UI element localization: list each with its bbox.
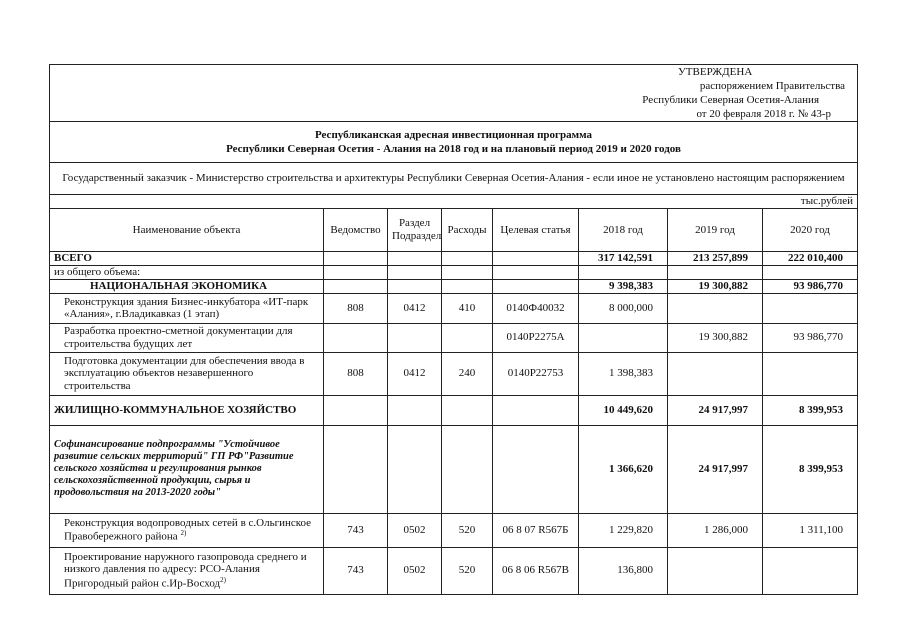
header-2018: 2018 год [579, 209, 668, 252]
object-2018: 1 229,820 [579, 513, 668, 547]
housing-row [50, 395, 858, 425]
total-row [50, 252, 858, 266]
object-expense: 410 [442, 293, 493, 323]
object-name-cell [50, 513, 324, 547]
economy-2019: 19 300,882 [668, 279, 763, 293]
object-section: 0412 [388, 293, 442, 323]
subprogram-name: Софинансирование подпрограммы "Устойчивое развитие сельских территорий" ГП РФ"Развитие сельского хозяйства и регулирования рынков сельскохозяйственной продукции, сырья и продовольствия на 2013-2020 годы" [50, 425, 324, 513]
object-expense [442, 323, 493, 352]
table-row [50, 547, 858, 594]
object-2020 [763, 547, 858, 594]
customer-text: Государственный заказчик - Министерство строительства и архитектуры Республики Северная Осетия-Алания - если иное не установлено настоящим распоряжением [50, 163, 858, 195]
housing-2018: 10 449,620 [579, 395, 668, 425]
approval-order-of: распоряжением Правительства [50, 79, 858, 93]
object-target: 0140Ф40032 [493, 293, 579, 323]
object-2018: 8 000,000 [579, 293, 668, 323]
housing-section [388, 395, 442, 425]
object-2019 [668, 352, 763, 395]
subprogram-2018: 1 366,620 [579, 425, 668, 513]
table-row [50, 513, 858, 547]
of-total-empty-2 [388, 266, 442, 280]
of-total-empty-5 [579, 266, 668, 280]
object-2020: 93 986,770 [763, 323, 858, 352]
object-2020 [763, 293, 858, 323]
footnote-mark: 2) [220, 576, 226, 585]
economy-row [50, 279, 858, 293]
object-section: 0412 [388, 352, 442, 395]
economy-2018: 9 398,383 [579, 279, 668, 293]
header-2020: 2020 год [763, 209, 858, 252]
header-dept: Ведомство [324, 209, 388, 252]
housing-target [493, 395, 579, 425]
of-total-empty-1 [324, 266, 388, 280]
object-name-cell [50, 547, 324, 594]
subprogram-section [388, 425, 442, 513]
title-line-2: Республики Северная Осетия - Алания на 2018 год и на плановый период 2019 и 2020 годов [226, 143, 681, 155]
subprogram-target [493, 425, 579, 513]
units-label: тыс.рублей [50, 195, 858, 209]
total-2020: 222 010,400 [763, 252, 858, 266]
of-total-row [50, 266, 858, 280]
of-total-label: из общего объема: [50, 266, 324, 280]
header-section: Раздел Подраздел [388, 209, 442, 252]
object-2020: 1 311,100 [763, 513, 858, 547]
object-name: Подготовка документации для обеспечения ввода в эксплуатацию объектов незавершенного строительства [50, 352, 324, 395]
investment-program-table [49, 64, 858, 595]
economy-expense [442, 279, 493, 293]
of-total-empty-6 [668, 266, 763, 280]
object-dept: 743 [324, 513, 388, 547]
object-2019: 1 286,000 [668, 513, 763, 547]
object-expense: 520 [442, 547, 493, 594]
total-dept [324, 252, 388, 266]
header-name: Наименование объекта [50, 209, 324, 252]
object-name: Разработка проектно-сметной документации для строительства будущих лет [50, 323, 324, 352]
object-target: 0140Р22753 [493, 352, 579, 395]
object-2020 [763, 352, 858, 395]
subprogram-expense [442, 425, 493, 513]
total-2018: 317 142,591 [579, 252, 668, 266]
object-name: Проектирование наружного газопровода среднего и низкого давления по адресу: РСО-Алания Пригородный район с.Ир-Восход [64, 550, 307, 590]
subprogram-2019: 24 917,997 [668, 425, 763, 513]
total-2019: 213 257,899 [668, 252, 763, 266]
approval-republic: Республики Северная Осетия-Алания [50, 93, 858, 107]
object-2019: 19 300,882 [668, 323, 763, 352]
total-name: ВСЕГО [50, 252, 324, 266]
object-section [388, 323, 442, 352]
of-total-empty-3 [442, 266, 493, 280]
header-expense: Расходы [442, 209, 493, 252]
object-2019 [668, 293, 763, 323]
approval-line-1 [50, 65, 858, 80]
housing-name: ЖИЛИЩНО-КОММУНАЛЬНОЕ ХОЗЯЙСТВО [50, 395, 324, 425]
subprogram-row [50, 425, 858, 513]
object-target: 06 8 07 R567Б [493, 513, 579, 547]
economy-name: НАЦИОНАЛЬНАЯ ЭКОНОМИКА [50, 279, 324, 293]
object-2018: 136,800 [579, 547, 668, 594]
housing-2019: 24 917,997 [668, 395, 763, 425]
of-total-empty-4 [493, 266, 579, 280]
customer-row [50, 163, 858, 195]
document-sheet [49, 64, 857, 595]
table-row [50, 352, 858, 395]
approval-date-number: от 20 февраля 2018 г. № 43-р [50, 107, 858, 122]
subprogram-dept [324, 425, 388, 513]
header-2019: 2019 год [668, 209, 763, 252]
object-name: Реконструкция здания Бизнес-инкубатора «ИТ-парк «Алания», г.Владикавказ (1 этап) [50, 293, 324, 323]
approval-line-2 [50, 79, 858, 93]
approval-line-4 [50, 107, 858, 122]
housing-dept [324, 395, 388, 425]
object-dept: 743 [324, 547, 388, 594]
table-row [50, 323, 858, 352]
footnote-mark: 2) [180, 529, 187, 538]
economy-section [388, 279, 442, 293]
object-dept [324, 323, 388, 352]
object-dept: 808 [324, 352, 388, 395]
economy-2020: 93 986,770 [763, 279, 858, 293]
title-line-1: Республиканская адресная инвестиционная программа [314, 129, 593, 141]
housing-expense [442, 395, 493, 425]
economy-dept [324, 279, 388, 293]
title-cell [50, 122, 858, 163]
object-section: 0502 [388, 513, 442, 547]
object-2019 [668, 547, 763, 594]
housing-2020: 8 399,953 [763, 395, 858, 425]
object-name: Реконструкция водопроводных сетей в с.Ольгинское Правобережного района [64, 516, 312, 543]
subprogram-2020: 8 399,953 [763, 425, 858, 513]
object-2018 [579, 323, 668, 352]
object-target: 06 8 06 R567В [493, 547, 579, 594]
units-row [50, 195, 858, 209]
approval-approved: УТВЕРЖДЕНА [50, 65, 858, 80]
object-target: 0140Р2275А [493, 323, 579, 352]
table-row [50, 293, 858, 323]
object-expense: 520 [442, 513, 493, 547]
object-section: 0502 [388, 547, 442, 594]
object-expense: 240 [442, 352, 493, 395]
object-2018: 1 398,383 [579, 352, 668, 395]
approval-line-3 [50, 93, 858, 107]
of-total-empty-7 [763, 266, 858, 280]
object-dept: 808 [324, 293, 388, 323]
total-target [493, 252, 579, 266]
document-title [50, 122, 858, 163]
header-target: Целевая статья [493, 209, 579, 252]
total-expense [442, 252, 493, 266]
economy-target [493, 279, 579, 293]
header-row [50, 209, 858, 252]
total-section [388, 252, 442, 266]
